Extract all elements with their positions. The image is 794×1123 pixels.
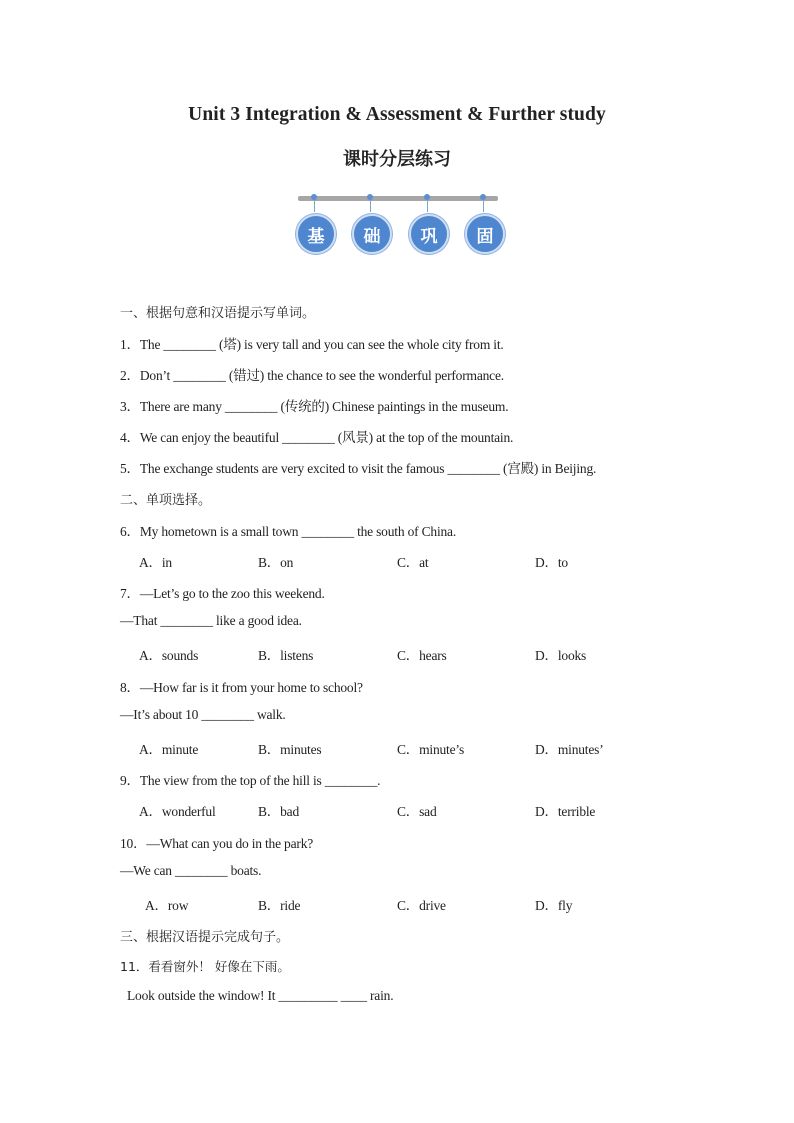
badge-dot	[480, 194, 486, 200]
q9-option-a: A．wonderful	[139, 804, 216, 819]
question-10-reply: —We can ________ boats.	[120, 863, 262, 878]
q10-option-d: D．fly	[535, 898, 573, 913]
q6-option-a: A．in	[139, 555, 172, 570]
badge-char-4: 固	[465, 214, 505, 254]
badge-stem	[314, 198, 315, 212]
page-subtitle: 课时分层练习	[343, 149, 451, 170]
badge-char-3: 巩	[409, 214, 449, 254]
question-2: 2．Don’t ________ (错过) the chance to see the wonderful performance.	[120, 368, 504, 383]
q9-option-c: C．sad	[397, 804, 437, 819]
q9-option-d: D．terrible	[535, 804, 596, 819]
q6-option-c: C．at	[397, 555, 429, 570]
q7-option-c: C．hears	[397, 648, 447, 663]
badge-dot	[367, 194, 373, 200]
question-8: 8．—How far is it from your home to school?	[120, 680, 363, 695]
q8-option-c: C．minute’s	[397, 742, 465, 757]
q6-option-b: B．on	[258, 555, 294, 570]
question-11: 11．看看窗外！ 好像在下雨。	[120, 959, 290, 974]
q7-option-a: A．sounds	[139, 648, 199, 663]
question-10: 10．—What can you do in the park?	[120, 836, 314, 851]
question-9: 9．The view from the top of the hill is ________.	[120, 773, 381, 788]
q8-option-b: B．minutes	[258, 742, 322, 757]
q10-option-a: A．row	[145, 898, 189, 913]
q9-option-b: B．bad	[258, 804, 299, 819]
badge-stem	[370, 198, 371, 212]
question-11-sentence: Look outside the window! It _________ ____ rain.	[127, 988, 394, 1003]
q8-option-a: A．minute	[139, 742, 199, 757]
q7-option-b: B．listens	[258, 648, 314, 663]
question-4: 4．We can enjoy the beautiful ________ (风景) at the top of the mountain.	[120, 430, 514, 445]
badge-stem	[427, 198, 428, 212]
badge-bar	[298, 196, 498, 201]
badge-stem	[483, 198, 484, 212]
question-7: 7．—Let’s go to the zoo this weekend.	[120, 586, 325, 601]
basic-consolidation-badge	[296, 192, 502, 254]
question-8-reply: —It’s about 10 ________ walk.	[120, 707, 286, 722]
page-title: Unit 3 Integration & Assessment & Further study	[188, 104, 606, 125]
q7-option-d: D．looks	[535, 648, 587, 663]
q8-option-d: D．minutes’	[535, 742, 604, 757]
question-5: 5．The exchange students are very excited to visit the famous ________ (宫殿) in Beijing.	[120, 461, 597, 476]
question-1: 1．The ________ (塔) is very tall and you can see the whole city from it.	[120, 337, 504, 352]
section-heading-2: 二、单项选择。	[120, 493, 212, 508]
badge-char-1: 基	[296, 214, 336, 254]
badge-dot	[311, 194, 317, 200]
question-6: 6．My hometown is a small town ________ the south of China.	[120, 524, 457, 539]
badge-char-2: 础	[352, 214, 392, 254]
section-heading-1: 一、根据句意和汉语提示写单词。	[120, 306, 316, 321]
q6-option-d: D．to	[535, 555, 568, 570]
section-heading-3: 三、根据汉语提示完成句子。	[120, 930, 290, 945]
q10-option-c: C．drive	[397, 898, 446, 913]
badge-dot	[424, 194, 430, 200]
question-7-reply: —That ________ like a good idea.	[120, 613, 302, 628]
question-3: 3．There are many ________ (传统的) Chinese paintings in the museum.	[120, 399, 509, 414]
q10-option-b: B．ride	[258, 898, 301, 913]
